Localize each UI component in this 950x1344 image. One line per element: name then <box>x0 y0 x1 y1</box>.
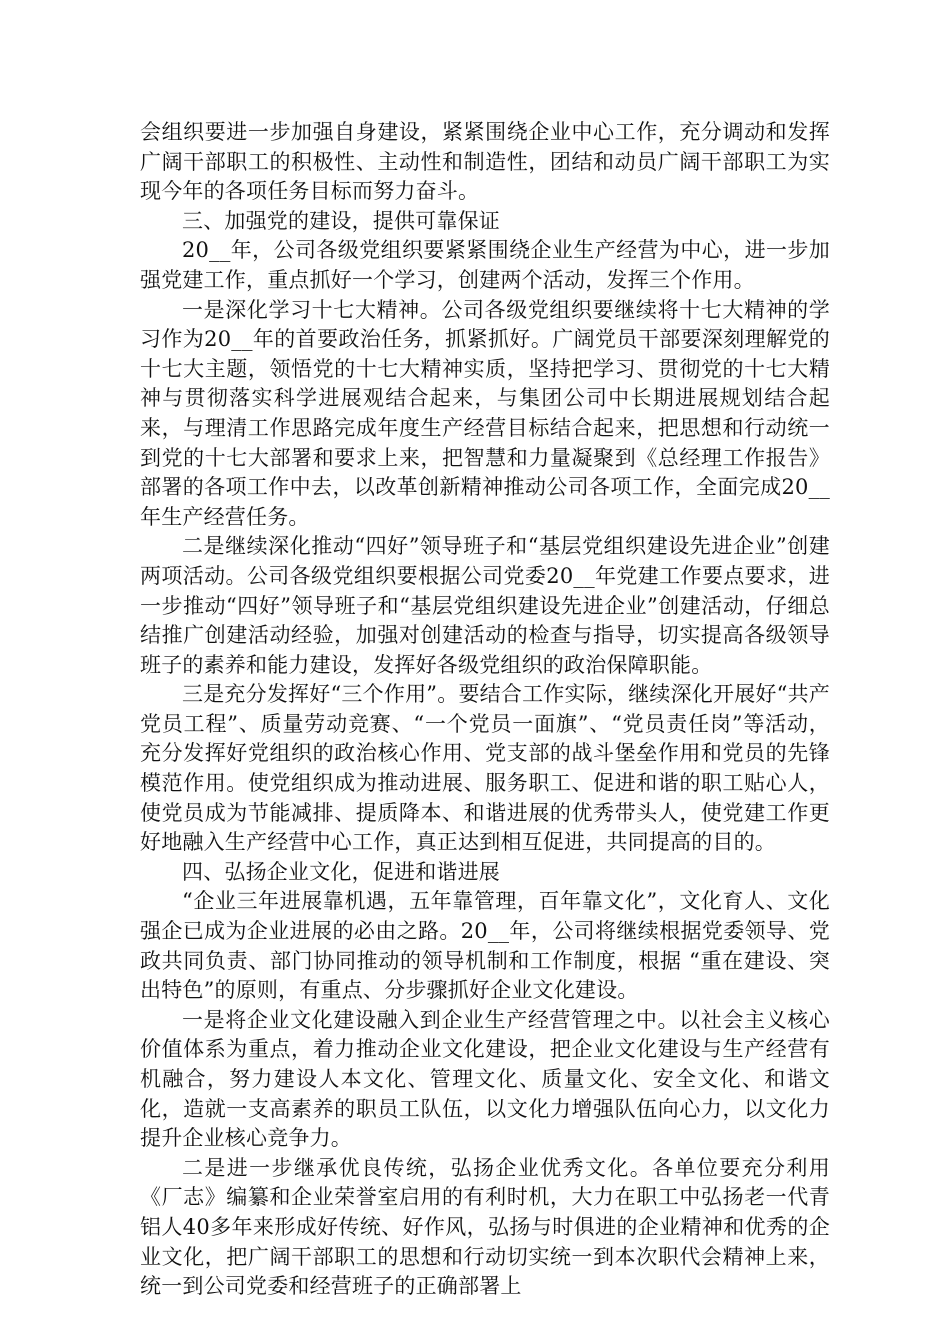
paragraph: “企业三年进展靠机遇，五年靠管理，百年靠文化”，文化育人、文化强企已成为企业进展的必由之路。20__年，公司将继续根据党委领导、党政共同负责、部门协同推动的领导机制和工作制度，根据 “重在建设、突出特色”的原则，有重点、分步骤抓好企业文化建设。 <box>140 889 830 1003</box>
paragraph: 二是进一步继承优良传统，弘扬企业优秀文化。各单位要充分利用《厂志》编纂和企业荣誉室启用的有利时机，大力在职工中弘扬老一代青铝人40多年来形成好传统、好作风，弘扬与时俱进的企业精神和优秀的企业文化，把广阔干部职工的思想和行动切实统一到本次职代会精神上来，统一到公司党委和经营班子的正确部署上 <box>140 1155 830 1299</box>
paragraph: 二是继续深化推动“四好”领导班子和“基层党组织建设先进企业”创建两项活动。公司各级党组织要根据公司党委20__年党建工作要点要求，进一步推动“四好”领导班子和“基层党组织建设先进企业”创建活动，仔细总结推广创建活动经验，加强对创建活动的检查与指导，切实提高各级领导班子的素养和能力建设，发挥好各级党组织的政治保障职能。 <box>140 534 830 677</box>
paragraph: 一是深化学习十七大精神。公司各级党组织要继续将十七大精神的学习作为20__年的首要政治任务，抓紧抓好。广阔党员干部要深刻理解党的十七大主题，领悟党的十七大精神实质，坚持把学习、贯彻党的十七大精神与贯彻落实科学进展观结合起来，与集团公司中长期进展规划结合起来，与理清工作思路完成年度生产经营目标结合起来，把思想和行动统一到党的十七大部署和要求上来，把智慧和力量凝聚到《总经理工作报告》部署的各项工作中去，以改革创新精神推动公司各项工作，全面完成20__年生产经营任务。 <box>140 297 830 529</box>
paragraph: 一是将企业文化建设融入到企业生产经营管理之中。以社会主义核心价值体系为重点，着力推动企业文化建设，把企业文化建设与生产经营有机融合，努力建设人本文化、管理文化、质量文化、安全文化、和谐文化，造就一支高素养的职员工队伍，以文化力增强队伍向心力，以文化力提升企业核心竞争力。 <box>140 1007 830 1151</box>
paragraph: 三是充分发挥好“三个作用”。要结合工作实际，继续深化开展好“共产党员工程”、质量劳动竞赛、“一个党员一面旗”、“党员责任岗”等活动，充分发挥好党组织的政治核心作用、党支部的战斗堡垒作用和党员的先锋模范作用。使党组织成为推动进展、服务职工、促进和谐的职工贴心人，使党员成为节能减排、提质降本、和谐进展的优秀带头人，使党建工作更好地融入生产经营中心工作，真正达到相互促进，共同提高的目的。 <box>140 682 830 855</box>
section-heading-4: 四、弘扬企业文化，促进和谐进展 <box>182 859 500 884</box>
paragraph-continuation: 会组织要进一步加强自身建设，紧紧围绕企业中心工作，充分调动和发挥广阔干部职工的积极性、主动性和制造性，团结和动员广阔干部职工为实现今年的各项任务目标而努力奋斗。 <box>140 120 830 204</box>
section-heading-3: 三、加强党的建设，提供可靠保证 <box>182 208 500 233</box>
document-body <box>140 118 830 1302</box>
paragraph: 20__年，公司各级党组织要紧紧围绕企业生产经营为中心，进一步加强党建工作，重点抓好一个学习，创建两个活动，发挥三个作用。 <box>140 238 830 292</box>
